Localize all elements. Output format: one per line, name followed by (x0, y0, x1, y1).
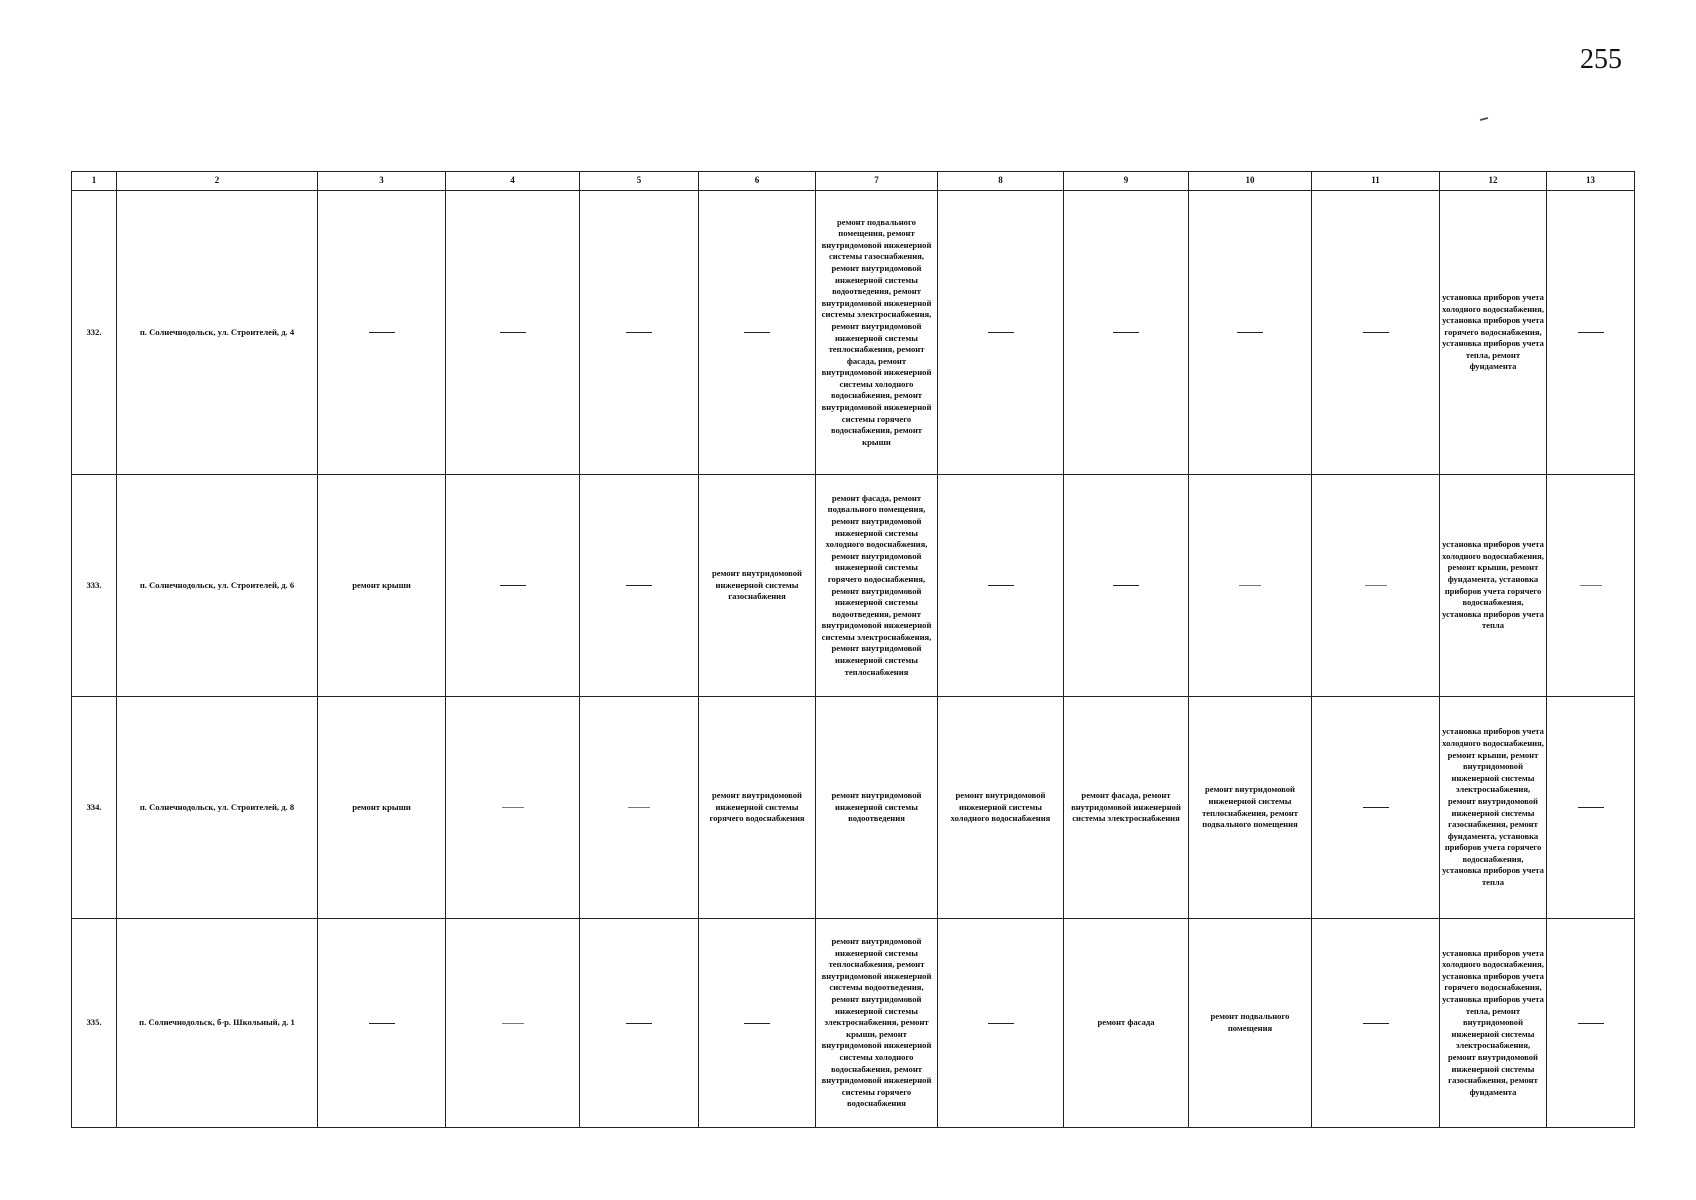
work-list-cell: ремонт внутридомовой инженерной системы холодного водоснабжения (938, 697, 1064, 919)
row-number: 335. (72, 919, 117, 1128)
dash-mark (744, 332, 770, 333)
empty-cell (580, 919, 699, 1128)
page-number: 255 (1580, 44, 1622, 75)
empty-cell (580, 475, 699, 697)
column-header: 7 (816, 172, 938, 191)
dash-mark (1363, 807, 1389, 808)
dash-mark (502, 1023, 524, 1024)
column-header: 12 (1440, 172, 1547, 191)
empty-cell (318, 191, 446, 475)
dash-mark (1578, 1023, 1604, 1024)
empty-cell (1064, 475, 1189, 697)
dash-mark (500, 585, 526, 586)
repair-program-table (71, 171, 1635, 1128)
column-header: 10 (1189, 172, 1312, 191)
work-list-cell: установка приборов учета холодного водоснабжения, установка приборов учета горячего водоснабжения, установка приборов учета тепла, ремонт внутридомовой инженерной системы электроснабжения, ремонт внутридомовой инженерной системы газоснабжения, ремонт фундамента (1440, 919, 1547, 1128)
empty-cell (938, 191, 1064, 475)
empty-cell (938, 919, 1064, 1128)
table-row (72, 919, 1635, 1128)
empty-cell (1312, 191, 1440, 475)
empty-cell (699, 919, 816, 1128)
address-cell: п. Солнечнодольск, ул. Строителей, д. 4 (117, 191, 318, 475)
dash-mark (626, 1023, 652, 1024)
empty-cell (938, 475, 1064, 697)
table-row (72, 697, 1635, 919)
address-cell: п. Солнечнодольск, ул. Строителей, д. 8 (117, 697, 318, 919)
work-list-cell: ремонт фасада, ремонт подвального помещения, ремонт внутридомовой инженерной системы холодного водоснабжения, ремонт внутридомовой инженерной системы горячего водоснабжения, ремонт внутридомовой инженерной системы водоотведения, ремонт внутридомовой инженерной системы электроснабжения, ремонт внутридомовой инженерной системы теплоснабжения (816, 475, 938, 697)
column-header: 2 (117, 172, 318, 191)
scan-mark (1480, 117, 1488, 121)
empty-cell (1547, 475, 1635, 697)
dash-mark (626, 585, 652, 586)
dash-mark (1237, 332, 1263, 333)
dash-mark (1580, 585, 1602, 586)
work-list-cell: ремонт фасада, ремонт внутридомовой инженерной системы электроснабжения (1064, 697, 1189, 919)
dash-mark (988, 332, 1014, 333)
column-header: 8 (938, 172, 1064, 191)
empty-cell (1189, 475, 1312, 697)
dash-mark (988, 1023, 1014, 1024)
empty-cell (1547, 697, 1635, 919)
column-header: 11 (1312, 172, 1440, 191)
work-list-cell: ремонт внутридомовой инженерной системы горячего водоснабжения (699, 697, 816, 919)
column-header: 3 (318, 172, 446, 191)
work-list-cell: установка приборов учета холодного водоснабжения, установка приборов учета горячего водоснабжения, установка приборов учета тепла, ремонт фундамента (1440, 191, 1547, 475)
dash-mark (988, 585, 1014, 586)
work-list-cell: ремонт крыши (318, 475, 446, 697)
empty-cell (446, 919, 580, 1128)
dash-mark (1363, 332, 1389, 333)
dash-mark (1113, 332, 1139, 333)
dash-mark (369, 332, 395, 333)
row-number: 333. (72, 475, 117, 697)
column-header: 4 (446, 172, 580, 191)
work-list-cell: ремонт внутридомовой инженерной системы водоотведения (816, 697, 938, 919)
work-list-cell: установка приборов учета холодного водоснабжения, ремонт крыши, ремонт фундамента, установка приборов учета горячего водоснабжения, установка приборов учета тепла (1440, 475, 1547, 697)
address-cell: п. Солнечнодольск, б-р. Школьный, д. 1 (117, 919, 318, 1128)
work-list-cell: ремонт подвального помещения (1189, 919, 1312, 1128)
column-header: 1 (72, 172, 117, 191)
dash-mark (1365, 585, 1387, 586)
dash-mark (502, 807, 524, 808)
row-number: 332. (72, 191, 117, 475)
empty-cell (446, 475, 580, 697)
dash-mark (626, 332, 652, 333)
empty-cell (1064, 191, 1189, 475)
column-header: 6 (699, 172, 816, 191)
dash-mark (1113, 585, 1139, 586)
dash-mark (500, 332, 526, 333)
empty-cell (318, 919, 446, 1128)
empty-cell (699, 191, 816, 475)
empty-cell (1312, 697, 1440, 919)
column-header: 13 (1547, 172, 1635, 191)
column-number-header-row (72, 172, 1635, 191)
column-header: 5 (580, 172, 699, 191)
empty-cell (1189, 191, 1312, 475)
dash-mark (1363, 1023, 1389, 1024)
row-number: 334. (72, 697, 117, 919)
table-row (72, 191, 1635, 475)
dash-mark (1578, 807, 1604, 808)
work-list-cell: ремонт внутридомовой инженерной системы теплоснабжения, ремонт подвального помещения (1189, 697, 1312, 919)
work-list-cell: ремонт фасада (1064, 919, 1189, 1128)
work-list-cell: ремонт крыши (318, 697, 446, 919)
work-list-cell: установка приборов учета холодного водоснабжения, ремонт крыши, ремонт внутридомовой инженерной системы электроснабжения, ремонт внутридомовой инженерной системы газоснабжения, ремонт фундамента, установка приборов учета горячего водоснабжения, установка приборов учета тепла (1440, 697, 1547, 919)
work-list-cell: ремонт подвального помещения, ремонт внутридомовой инженерной системы газоснабжения, ремонт внутридомовой инженерной системы водоотведения, ремонт внутридомовой инженерной системы электроснабжения, ремонт внутридомовой инженерной системы теплоснабжения, ремонт фасада, ремонт внутридомовой инженерной системы холодного водоснабжения, ремонт внутридомовой инженерной системы горячего водоснабжения, ремонт крыши (816, 191, 938, 475)
empty-cell (1312, 475, 1440, 697)
dash-mark (744, 1023, 770, 1024)
address-cell: п. Солнечнодольск, ул. Строителей, д. 6 (117, 475, 318, 697)
dash-mark (1239, 585, 1261, 586)
table-row (72, 475, 1635, 697)
column-header: 9 (1064, 172, 1189, 191)
empty-cell (1547, 191, 1635, 475)
work-list-cell: ремонт внутридомовой инженерной системы теплоснабжения, ремонт внутридомовой инженерной системы водоотведения, ремонт внутридомовой инженерной системы электроснабжения, ремонт крыши, ремонт внутридомовой инженерной системы холодного водоснабжения, ремонт внутридомовой инженерной системы горячего водоснабжения (816, 919, 938, 1128)
dash-mark (1578, 332, 1604, 333)
empty-cell (1547, 919, 1635, 1128)
dash-mark (369, 1023, 395, 1024)
dash-mark (628, 807, 650, 808)
empty-cell (446, 191, 580, 475)
work-list-cell: ремонт внутридомовой инженерной системы газоснабжения (699, 475, 816, 697)
empty-cell (1312, 919, 1440, 1128)
empty-cell (446, 697, 580, 919)
empty-cell (580, 697, 699, 919)
empty-cell (580, 191, 699, 475)
